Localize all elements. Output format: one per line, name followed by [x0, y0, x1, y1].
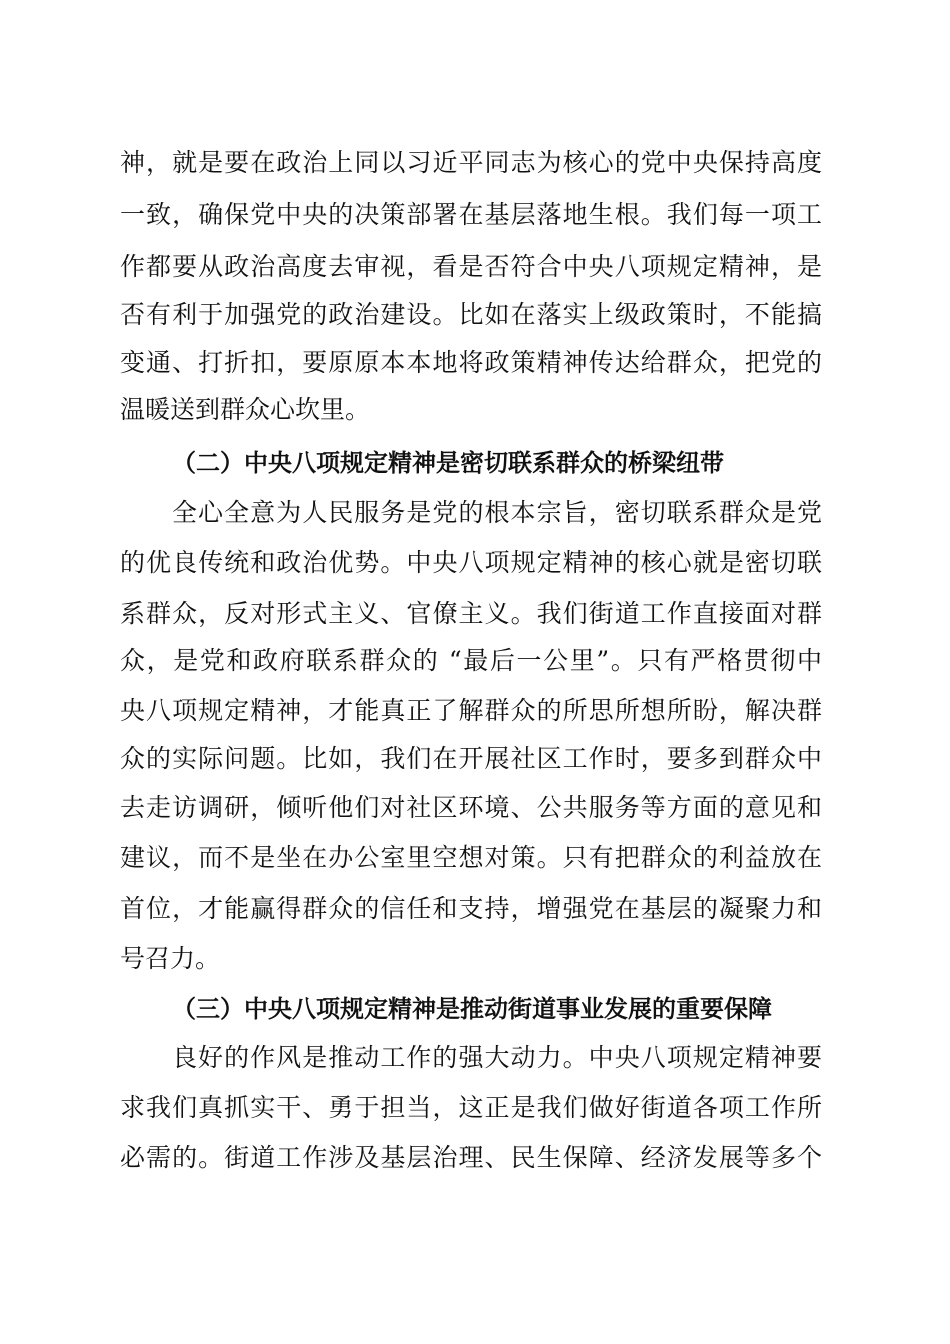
paragraph-2-line-5: 央八项规定精神，才能真正了解群众的所思所想所盼，解决群 [120, 696, 822, 725]
paragraph-2-line-8: 建议，而不是坐在办公室里空想对策。只有把群众的利益放在 [120, 843, 822, 872]
paragraph-2-line-9: 首位，才能赢得群众的信任和支持，增强党在基层的凝聚力和 [120, 894, 822, 923]
paragraph-1-line-4: 否有利于加强党的政治建设。比如在落实上级政策时，不能搞 [120, 300, 822, 329]
paragraph-2-line-1: 全心全意为人民服务是党的根本宗旨，密切联系群众是党 [172, 498, 822, 527]
paragraph-3-line-3: 必需的。街道工作涉及基层治理、民生保障、经济发展等多个 [120, 1143, 822, 1172]
paragraph-1-line-3: 作都要从政治高度去审视，看是否符合中央八项规定精神，是 [120, 252, 822, 281]
paragraph-2-line-6: 众的实际问题。比如，我们在开展社区工作时，要多到群众中 [120, 744, 822, 773]
paragraph-2-line-10: 号召力。 [120, 944, 221, 973]
section-heading-2: （二）中央八项规定精神是密切联系群众的桥梁纽带 [172, 449, 724, 477]
paragraph-1-line-1: 神，就是要在政治上同以习近平同志为核心的党中央保持高度 [120, 148, 822, 177]
paragraph-2-line-3: 系群众，反对形式主义、官僚主义。我们街道工作直接面对群 [120, 599, 822, 628]
section-heading-3: （三）中央八项规定精神是推动街道事业发展的重要保障 [172, 995, 772, 1023]
paragraph-1-line-2: 一致，确保党中央的决策部署在基层落地生根。我们每一项工 [120, 200, 822, 229]
paragraph-3-line-2: 求我们真抓实干、勇于担当，这正是我们做好街道各项工作所 [120, 1093, 822, 1122]
paragraph-2-line-2: 的优良传统和政治优势。中央八项规定精神的核心就是密切联 [120, 548, 822, 577]
paragraph-2-line-7: 去走访调研，倾听他们对社区环境、公共服务等方面的意见和 [120, 793, 822, 822]
paragraph-3-line-1: 良好的作风是推动工作的强大动力。中央八项规定精神要 [172, 1043, 822, 1072]
paragraph-1-line-6: 温暖送到群众心坎里。 [120, 395, 371, 424]
paragraph-2-line-4: 众，是党和政府联系群众的 “最后一公里”。只有严格贯彻中 [120, 646, 822, 675]
paragraph-1-line-5: 变通、打折扣，要原原本本地将政策精神传达给群众，把党的 [120, 348, 822, 377]
